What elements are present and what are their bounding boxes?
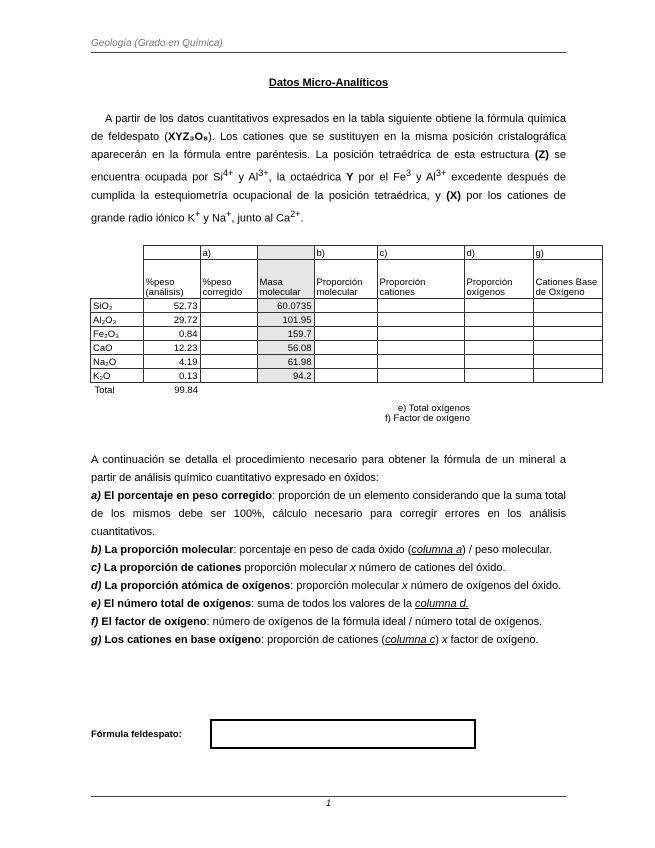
step-b: b) La proporción molecular: porcentaje en peso de cada óxido (columna a) / peso molecular. xyxy=(91,544,553,556)
formula-answer-box[interactable] xyxy=(210,719,476,749)
step-g: g) Los cationes en base oxígeno: proporción de cationes (columna c) x factor de oxígeno. xyxy=(91,634,539,646)
col-header-corregido: %peso corregido xyxy=(200,260,257,299)
document-title xyxy=(91,77,566,89)
step-a: a) El porcentaje en peso corregido: proporción de un elemento considerando que la suma total de los mismos debe ser 100%, cálculo necesario para corregir errores en los análisis cuantitativos. xyxy=(91,490,566,538)
feldspar-formula: XYZ₃O₈ xyxy=(167,131,209,143)
page-number: 1 xyxy=(325,798,331,808)
col-header-prop-oxigenos: Proporción oxígenos xyxy=(464,260,533,299)
total-oxygens-label: e) Total oxígenos xyxy=(397,403,470,414)
step-d: d) La proporción atómica de oxígenos: proporción molecular x número de oxígenos del óxido. xyxy=(91,580,562,592)
table-row: Na₂O 4.19 61.98 xyxy=(91,355,603,369)
step-e: e) El número total de oxígenos: suma de todos los valores de la columna d. xyxy=(91,598,469,610)
table-total-row xyxy=(91,383,603,397)
header-rule xyxy=(91,52,566,53)
table-row: CaO 12.23 56.08 xyxy=(91,341,603,355)
procedure-intro: A continuación se detalla el procedimiento necesario para obtener la fórmula de un mineral a partir de análisis químico cuantitativo expresado en óxidos: xyxy=(91,454,566,484)
step-f: f) El factor de oxígeno: número de oxígenos de la fórmula ideal / número total de oxígenos. xyxy=(91,616,543,628)
micro-analytic-table xyxy=(90,245,603,396)
col-header-cationes-base: Cationes Base de Oxígeno xyxy=(533,260,602,299)
table-letter-row: a) b) c) d) g) xyxy=(91,246,603,260)
total-label: Total xyxy=(94,385,115,396)
page-header: Geología (Grado en Química) xyxy=(91,38,223,49)
formula-label: Fórmula feldespato: xyxy=(91,729,182,740)
intro-paragraph: A partir de los datos cuantitativos expresados en la tabla siguiente obtiene la fórmula química de feldespato (XYZ₃O₈). Los cationes que se sustituyen en la misma posición cristalográfica aparecerán en la fórmula entre paréntesis. La posición tetraédrica de esta estructura (Z) se encuentra ocupada por $Si^{4+}$ y $Al^{3+}$, la octaédrica Y por el Fe$^3$ y $Al^{3+}$ excedente después de cumplida la estequiometría ocupacional de la posición tetraédrica, y (X) por los cationes de grande radio iónico K+ y Na+, junto al $Ca^{2+}$. xyxy=(91,113,566,225)
procedure-section xyxy=(91,451,566,649)
table-header-row xyxy=(91,260,603,299)
total-value: 99.84 xyxy=(174,385,198,396)
oxygen-factor-label: f) Factor de oxígeno xyxy=(384,413,470,424)
title-text: Datos Micro-Analíticos xyxy=(268,77,389,89)
table-footer-labels xyxy=(330,404,470,424)
table-row: K₂O 0.13 94.2 xyxy=(91,369,603,383)
footer-rule xyxy=(91,796,566,797)
col-header-masa: Masa molecular xyxy=(257,260,314,299)
table-row: Al₂O₃ 29.72 101.95 xyxy=(91,313,603,327)
col-header-peso: %peso (análisis) xyxy=(143,260,200,299)
table-row: SiO₂ 52.73 60.0735 xyxy=(91,299,603,313)
col-header-prop-molecular: Proporción molecular xyxy=(314,260,377,299)
step-c: c) La proporción de cationes proporción molecular x número de cationes del óxido. xyxy=(91,562,506,574)
col-header-prop-cationes: Proporción cationes xyxy=(377,260,464,299)
table-row: Fe₂O₃ 0.84 159.7 xyxy=(91,327,603,341)
